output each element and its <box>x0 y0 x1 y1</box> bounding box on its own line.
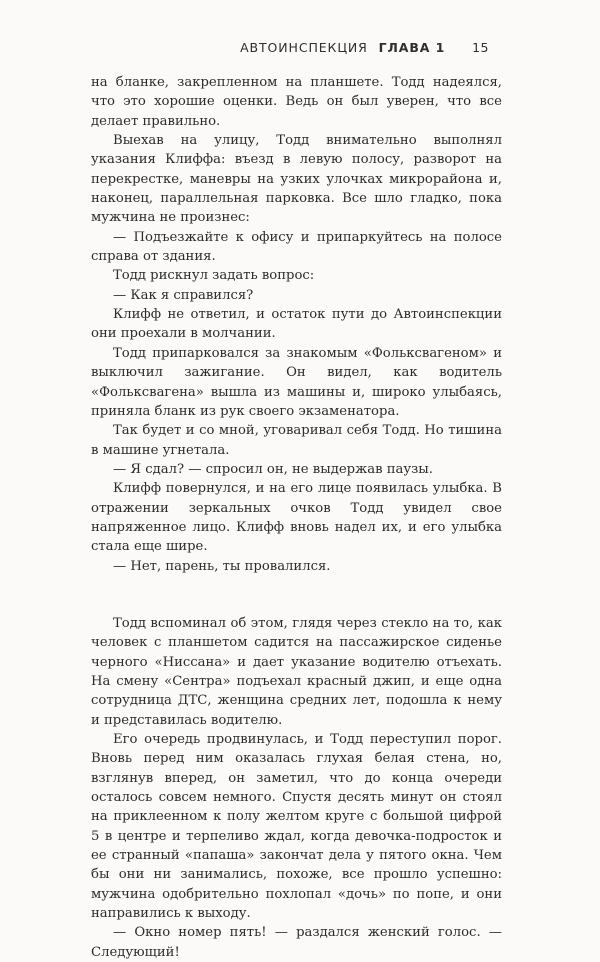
dialogue-line: — Подъезжайте к офису и припаркуйтесь на полосе справа от здания. <box>91 229 502 265</box>
dialogue-line: — Я сдал? — спросил он, не выдержав паузы. <box>113 461 433 477</box>
paragraph: Тодд рискнул задать вопрос: <box>113 268 315 284</box>
running-head-chapter: ГЛАВА 1 <box>378 40 446 55</box>
dialogue-line: — Нет, парень, ты провалился. <box>113 558 331 574</box>
paragraph: Клифф не ответил, и остаток пути до Автоинспекции они проехали в молчании. <box>91 307 502 342</box>
dialogue-line: — Как я справился? <box>113 287 254 303</box>
paragraph: Так будет и со мной, уговаривал себя Тодд. Но тишина в машине угнетала. <box>91 423 502 458</box>
paragraph: Выехав на улицу, Тодд внимательно выполнял указания Клиффа: въезд в левую полосу, разворот на перекрестке, маневры на узких улочках микрорайона и, наконец, параллельная парковка. Все шло гладко, пока мужчина не произнес: <box>91 133 502 226</box>
section-break <box>91 576 502 614</box>
running-head-section: АВТОИНСПЕКЦИЯ <box>240 40 368 55</box>
paragraph: Тодд вспоминал об этом, глядя через стекло на то, как человек с планшетом садится на пассажирское сиденье черного «Ниссана» и дает указание водителю отъехать. На смену «Сентра» подъехал красный джип, и еще одна сотрудница ДТС, женщина средних лет, подошла к нему и представилась водителю. <box>91 615 502 728</box>
paragraph: Тодд припарковался за знакомым «Фольксвагеном» и выключил зажигание. Он видел, как водитель «Фольксвагена» вышла из машины и, широко улыбаясь, приняла бланк из рук своего экзаменатора. <box>91 345 502 419</box>
paragraph: на бланке, закрепленном на планшете. Тодд надеялся, что это хорошие оценки. Ведь он был уверен, что все делает правильно. <box>91 75 502 129</box>
running-head <box>240 40 489 55</box>
body-text <box>91 73 502 962</box>
paragraph: Его очередь продвинулась, и Тодд переступил порог. Вновь перед ним оказалась глухая белая стена, но, взглянув вперед, он заметил, что до конца очереди осталось совсем немного. Спустя десять минут он стоял на приклеенном к полу желтом круге с большой цифрой 5 в центре и терпеливо ждал, когда девочка-подросток и ее странный «папаша» закончат дела у пятого окна. Чем бы они ни занимались, похоже, все прошло успешно: мужчина одобрительно похлопал «дочь» по попе, и они направились к выходу. <box>91 732 502 922</box>
dialogue-line: — Окно номер пять! — раздался женский голос. — Следующий! <box>91 925 502 960</box>
page-number: 15 <box>472 40 489 55</box>
paragraph: Клифф повернулся, и на его лице появилась улыбка. В отражении зеркальных очков Тодд увидел свое напряженное лицо. Клифф вновь надел их, и его улыбка стала еще шире. <box>91 481 502 555</box>
